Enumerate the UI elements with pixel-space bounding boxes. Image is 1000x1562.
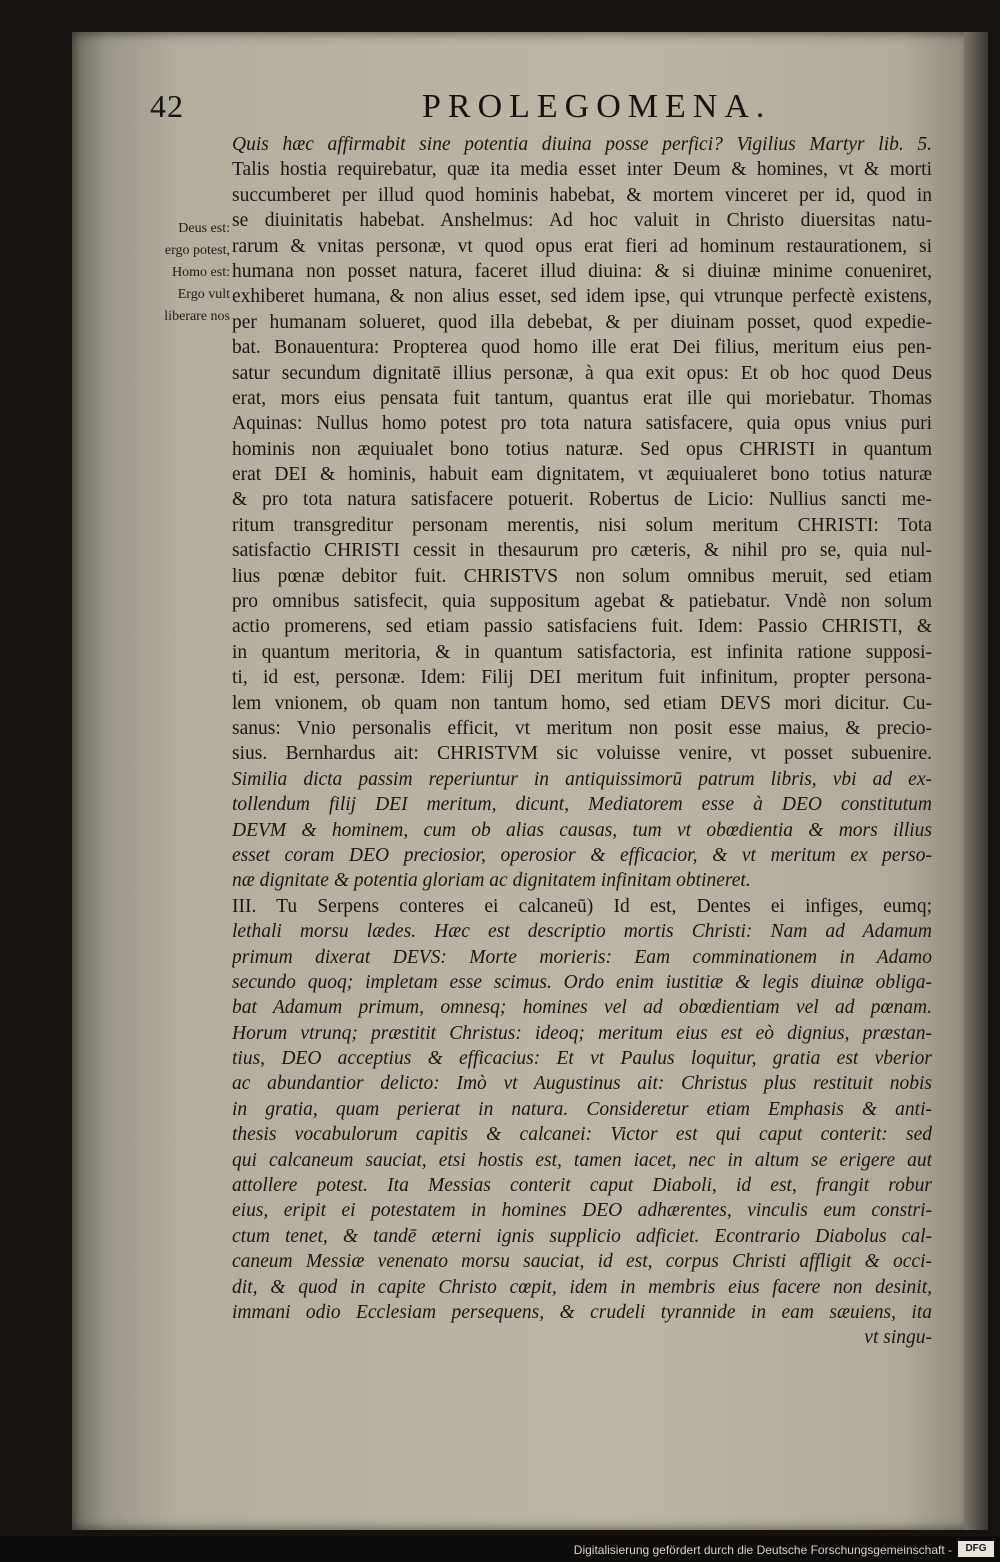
- text-line: Quis hæc affirmabit sine potentia diuina posse perfici? Vigilius Martyr lib. 5.: [232, 134, 932, 155]
- footer-bar: [0, 1536, 1000, 1562]
- page-number: 42: [150, 88, 184, 124]
- text-line: & pro tota natura satisfacere potuerit. Robertus de Licio: Nullius sancti me-: [232, 489, 932, 511]
- text-line: lethali morsu lædes. Hæc est descriptio mortis Christi: Nam ad Adamum: [232, 921, 932, 943]
- text-line: ritum transgreditur personam merentis, nisi solum meritum CHRISTI: Tota: [232, 514, 932, 536]
- text-line: pro omnibus satisfecit, quia suppositum agebat & patiebatur. Vndè non solum: [232, 591, 932, 613]
- text-line: thesis vocabulorum capitis & calcanei: Victor est qui caput conterit: sed: [232, 1124, 932, 1146]
- text-line: in quantum meritoria, & in quantum satisfactoria, est infinita ratione supposi-: [232, 641, 932, 663]
- margin-note-line: Deus est:: [178, 221, 230, 236]
- footer-credit: Digitalisierung gefördert durch die Deutsche Forschungsgemeinschaft -: [573, 1543, 952, 1557]
- text-line: bat. Bonauentura: Propterea quod homo ille erat Dei filius, meritum eius pen-: [232, 337, 932, 359]
- margin-note: [130, 218, 230, 328]
- text-line: immani odio Ecclesiam persequens, & crudeli tyrannide in eam sæuiens, ita: [232, 1301, 932, 1323]
- body-text: [232, 132, 932, 1351]
- text-line: exhiberet humana, & non alius esset, sed idem ipse, qui vtrunque perfectè existens,: [232, 286, 932, 308]
- text-line: Similia dicta passim reperiuntur in antiquissimorū patrum libris, vbi ad ex-: [232, 768, 932, 790]
- margin-note-line: Homo est:: [172, 265, 230, 280]
- text-line: satur secundum dignitatē illius personæ, à qua exit opus: Et ob hoc quod Deus: [232, 362, 932, 384]
- text-line: ti, id est, personæ. Idem: Filij DEI meritum fuit infinitum, propter persona-: [232, 667, 932, 689]
- text-line: hominis non æquiualet bono totius naturæ. Sed opus CHRISTI in quantum: [232, 438, 932, 460]
- text-line: attollere potest. Ita Messias conterit caput Diaboli, id est, frangit robur: [232, 1175, 932, 1197]
- margin-note-line: ergo potest,: [164, 243, 230, 258]
- text-line: ac abundantior delicto: Imò vt Augustinus ait: Christus plus restituit nobis: [232, 1073, 932, 1095]
- running-head: PROLEGOMENA.: [422, 88, 772, 125]
- text-line: primum dixerat DEVS: Morte morieris: Eam comminationem in Adamo: [232, 946, 932, 968]
- dfg-logo: DFG: [958, 1541, 994, 1557]
- page-edge: [964, 32, 988, 1530]
- text-line: DEVM & hominem, cum ob alias causas, tum vt obœdientia & mors illius: [232, 819, 932, 841]
- text-line: in gratia, quam perierat in natura. Consideretur etiam Emphasis & anti-: [232, 1098, 932, 1120]
- text-line: ctum tenet, & tandē æterni ignis supplicio adficiet. Econtrario Diabolus cal-: [232, 1225, 932, 1247]
- text-line: næ dignitate & potentia gloriam ac dignitatem infinitam obtineret.: [232, 870, 751, 892]
- text-line: se diuinitatis habebat. Anshelmus: Ad hoc valuit in Christo diuersitas natu-: [232, 210, 932, 232]
- text-line: sanus: Vnio personalis efficit, vt meritum non posit esse maius, & precio-: [232, 717, 932, 739]
- text-line: vt singu-: [864, 1327, 932, 1349]
- text-line: caneum Messiæ venenato morsu sauciat, id est, corpus Christi affligit & occi-: [232, 1251, 932, 1273]
- text-line: bat Adamum primum, omnesq; homines vel ad obœdientiam vel ad pœnam.: [232, 997, 932, 1019]
- text-line: III. Tu Serpens conteres ei calcaneū) Id est, Dentes ei infiges, eumq;: [232, 895, 932, 917]
- text-line: rarum & vnitas personæ, vt quod opus erat fieri ad hominum restaurationem, si: [232, 235, 932, 257]
- text-line: lem vnionem, ob quam non tantum homo, sed etiam DEVS mori dicitur. Cu-: [232, 692, 932, 714]
- text-line: qui calcaneum sauciat, etsi hostis est, tamen iacet, nec in altum se erigere aut: [232, 1149, 932, 1171]
- text-line: satisfactio CHRISTI cessit in thesaurum pro cæteris, & nihil pro se, quia nul-: [232, 540, 932, 562]
- margin-note-line: Ergo vult: [177, 287, 230, 302]
- text-line: dit, & quod in capite Christo cœpit, idem in membris eius facere non desinit,: [232, 1276, 932, 1298]
- text-line: tius, DEO acceptius & efficacius: Et vt Paulus loquitur, gratia est vberior: [232, 1048, 932, 1070]
- text-line: sius. Bernhardus ait: CHRISTVM sic voluisse venire, vt posset subuenire.: [232, 743, 932, 765]
- text-line: secundo quoq; impletam esse scimus. Ordo enim iustitiæ & legis diuinæ obliga-: [232, 971, 932, 993]
- text-line: per humanam solueret, quod illa debebat, & per diuinam posset, quod expedie-: [232, 311, 932, 333]
- text-line: tollendum filij DEI meritum, dicunt, Mediatorem esse à DEO constitutum: [232, 794, 932, 816]
- text-line: erat DEI & hominis, habuit eam dignitatem, vt æquiualeret bono totius naturæ: [232, 464, 932, 486]
- text-line: Aquinas: Nullus homo potest pro tota natura satisfacere, quia opus vnius puri: [232, 413, 932, 435]
- text-line: succumberet per illud quod hominis habebat, & mortem vinceret per id, quod in: [232, 184, 932, 206]
- text-line: Talis hostia requirebatur, quæ ita media esset inter Deum & homines, vt & morti: [232, 159, 932, 181]
- text-line: Horum vtrunq; præstitit Christus: ideoq; meritum eius est eò dignius, præstan-: [232, 1022, 932, 1044]
- text-line: lius pœnæ debitor fuit. CHRISTVS non solum omnibus meruit, sed etiam: [232, 565, 932, 587]
- text-line: esset coram DEO preciosior, operosior & efficacior, & vt meritum ex perso-: [232, 844, 932, 866]
- text-line: humana non posset natura, faceret illud diuina: & si diuinæ minime conueniret,: [232, 260, 932, 282]
- text-line: eius, eripit ei potestatem in homines DEO adhærentes, vinculis eum constri-: [232, 1200, 932, 1222]
- text-line: actio promerens, sed etiam passio satisfaciens fuit. Idem: Passio CHRISTI, &: [232, 616, 932, 638]
- text-line: erat, mors eius pensata fuit tantum, quantus erat ille qui moriebatur. Thomas: [232, 387, 932, 409]
- margin-note-line: liberare nos: [164, 309, 230, 324]
- page-header: [150, 88, 950, 136]
